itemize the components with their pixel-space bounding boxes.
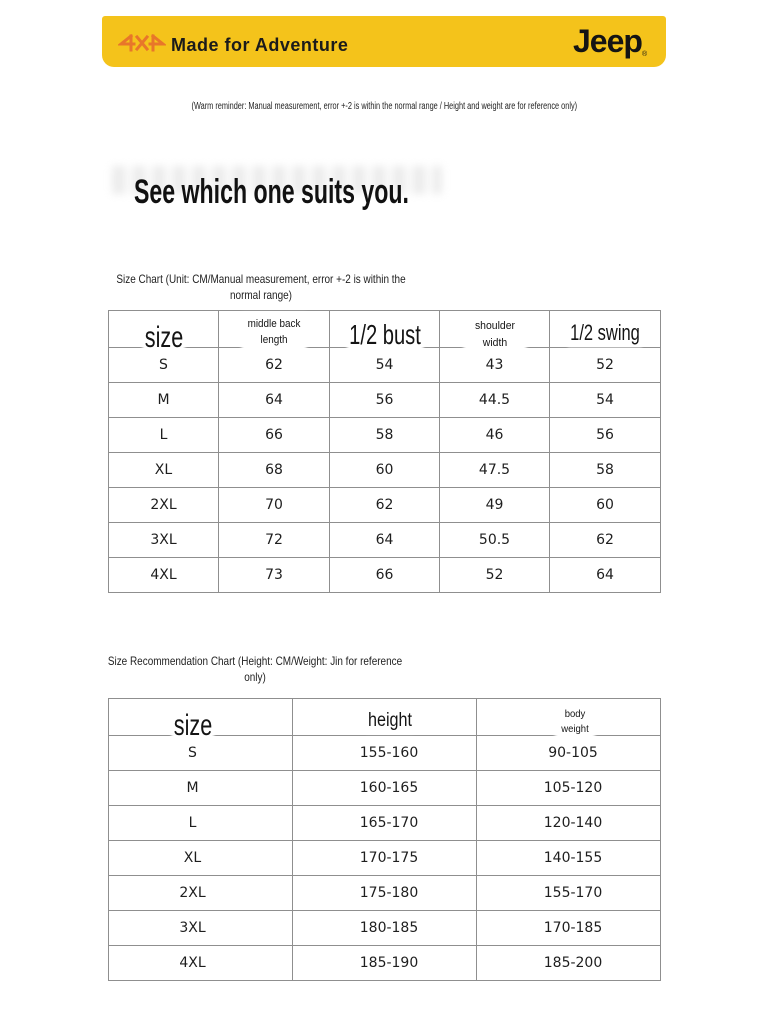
- size-cell: XL: [109, 841, 293, 876]
- size-cell: 4XL: [109, 558, 219, 593]
- half-swing-cell: 52: [550, 348, 661, 383]
- registered-mark: ®: [642, 51, 648, 58]
- half-swing-cell: 60: [550, 488, 661, 523]
- shoulder-width-cell: 49: [440, 488, 550, 523]
- size-chart-header-cell: [440, 311, 550, 348]
- size-column-header: size: [144, 321, 183, 354]
- half-swing-cell: 58: [550, 453, 661, 488]
- body-weight-column-header: body weight: [557, 707, 591, 737]
- jeep-logo: Jeep: [573, 23, 642, 59]
- half-swing-cell: 64: [550, 558, 661, 593]
- height-column-header: height: [367, 710, 412, 731]
- height-cell: 170-175: [293, 841, 477, 876]
- height-cell: 160-165: [293, 771, 477, 806]
- half-bust-cell: 62: [330, 488, 440, 523]
- brand-banner: [102, 16, 666, 67]
- middle-back-length-cell: 64: [219, 383, 330, 418]
- size-cell: L: [109, 806, 293, 841]
- half-bust-cell: 58: [330, 418, 440, 453]
- body-weight-cell: 140-155: [477, 841, 661, 876]
- size-chart-header-cell: [330, 311, 440, 348]
- half-bust-cell: 60: [330, 453, 440, 488]
- 4x4-badge-icon: [118, 34, 166, 52]
- size-column-header: size: [173, 709, 212, 742]
- body-weight-cell: 105-120: [477, 771, 661, 806]
- middle-back-length-cell: 66: [219, 418, 330, 453]
- recommendation-chart-table: [108, 698, 661, 981]
- half-swing-cell: 56: [550, 418, 661, 453]
- size-chart-header-cell: [550, 311, 661, 348]
- recommendation-chart-header-cell: [293, 699, 477, 736]
- half-swing-cell: 54: [550, 383, 661, 418]
- shoulder-width-cell: 46: [440, 418, 550, 453]
- middle-back-length-cell: 62: [219, 348, 330, 383]
- recommendation-chart-header-cell: [477, 699, 661, 736]
- body-weight-cell: 120-140: [477, 806, 661, 841]
- half-bust-column-header: 1/2 bust: [348, 319, 421, 350]
- warm-reminder-note: (Warm reminder: Manual measurement, error +-2 is within the normal range / Height and weight are for reference only): [191, 101, 577, 112]
- size-cell: 2XL: [109, 488, 219, 523]
- headline: See which one suits you.: [134, 173, 409, 211]
- half-bust-cell: 54: [330, 348, 440, 383]
- size-chart-header-cell: [109, 311, 219, 354]
- size-cell: S: [109, 736, 293, 771]
- half-bust-cell: 56: [330, 383, 440, 418]
- shoulder-width-cell: 44.5: [440, 383, 550, 418]
- half-bust-cell: 64: [330, 523, 440, 558]
- middle-back-length-cell: 72: [219, 523, 330, 558]
- half-swing-column-header: 1/2 swing: [570, 320, 640, 345]
- middle-back-length-column-header: middle back length: [244, 316, 303, 348]
- height-cell: 175-180: [293, 876, 477, 911]
- size-cell: 4XL: [109, 946, 293, 981]
- half-bust-cell: 66: [330, 558, 440, 593]
- half-swing-cell: 62: [550, 523, 661, 558]
- size-cell: L: [109, 418, 219, 453]
- height-cell: 180-185: [293, 911, 477, 946]
- shoulder-width-cell: 47.5: [440, 453, 550, 488]
- banner-tagline: Made for Adventure: [171, 35, 349, 55]
- size-chart-header-cell: [219, 311, 330, 348]
- middle-back-length-cell: 68: [219, 453, 330, 488]
- middle-back-length-cell: 70: [219, 488, 330, 523]
- body-weight-cell: 185-200: [477, 946, 661, 981]
- size-cell: M: [109, 383, 219, 418]
- body-weight-cell: 90-105: [477, 736, 661, 771]
- height-cell: 155-160: [293, 736, 477, 771]
- shoulder-width-cell: 50.5: [440, 523, 550, 558]
- height-cell: 165-170: [293, 806, 477, 841]
- height-cell: 185-190: [293, 946, 477, 981]
- recommendation-chart-caption: Size Recommendation Chart (Height: CM/Weight: Jin for reference only): [107, 654, 403, 684]
- size-chart-table: [108, 310, 661, 593]
- shoulder-width-column-header: shoulder width: [466, 318, 523, 352]
- size-chart-caption: Size Chart (Unit: CM/Manual measurement, error +-2 is within the normal range): [116, 272, 406, 302]
- body-weight-cell: 170-185: [477, 911, 661, 946]
- middle-back-length-cell: 73: [219, 558, 330, 593]
- reminder-container: [0, 96, 768, 114]
- size-cell: M: [109, 771, 293, 806]
- body-weight-cell: 155-170: [477, 876, 661, 911]
- size-cell: XL: [109, 453, 219, 488]
- size-cell: 3XL: [109, 523, 219, 558]
- shoulder-width-cell: 52: [440, 558, 550, 593]
- recommendation-chart-header-cell: [109, 699, 293, 742]
- size-cell: S: [109, 348, 219, 383]
- size-cell: 3XL: [109, 911, 293, 946]
- size-cell: 2XL: [109, 876, 293, 911]
- shoulder-width-cell: 43: [440, 348, 550, 383]
